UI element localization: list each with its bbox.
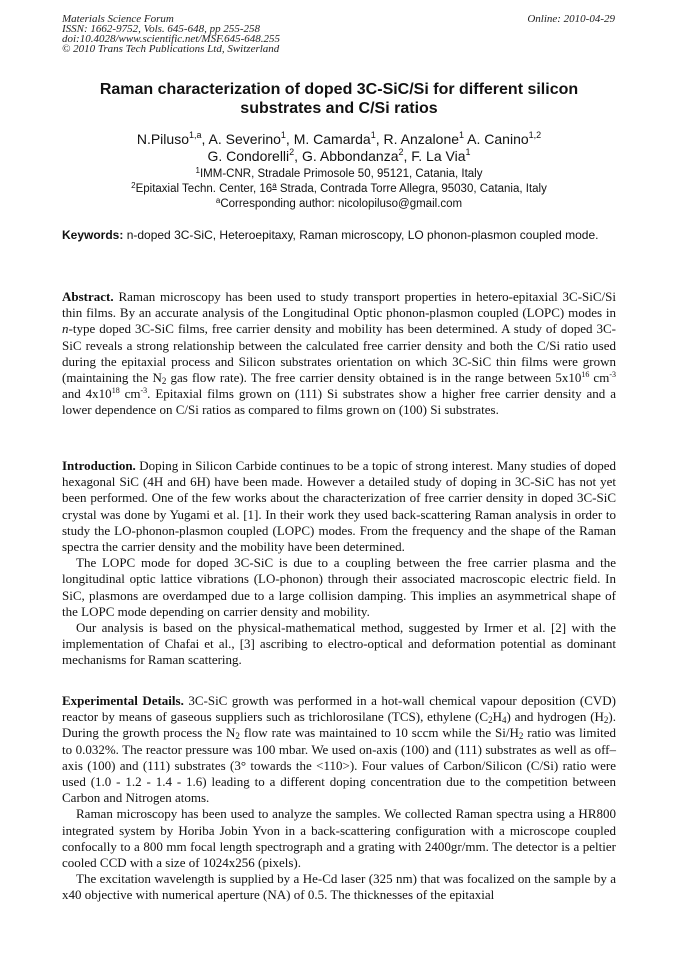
author-separator: , [201, 131, 209, 147]
affiliations [62, 167, 616, 212]
intro-paragraph-3: Our analysis is based on the physical-mathematical method, suggested by Irmer et al. [2] with the implementation of Chafai et al., [3] ascribing to electro-optical and deformation potential as dominant mechanisms for Raman scattering. [62, 620, 616, 668]
journal-issn: ISSN: 1662-9752, Vols. 645-648, pp 255-258 [62, 23, 260, 35]
keywords-text: n-doped 3C-SiC, Heteroepitaxy, Raman microscopy, LO phonon-plasmon coupled mode. [123, 228, 599, 242]
affiliation-text: Strada, Contrada Torre Allegra, 95030, Catania, Italy [276, 183, 547, 195]
exp-text: H [492, 709, 502, 725]
author-name: F. La Via [411, 148, 466, 164]
author-name: G. Abbondanza [301, 148, 399, 164]
author-affil-sup: 1,a [188, 130, 202, 140]
abstract-text: Raman microscopy has been used to study transport properties in hetero-epitaxial 3C-SiC/Si thin films. By an accurate analysis of the Longitudinal Optic phonon-plasmon coupled (LOPC) modes in [62, 289, 616, 321]
author-name: R. Anzalone [383, 131, 460, 147]
exp-text: 3C-SiC growth was performed in a hot-wall chemical vapour deposition (CVD) reactor by means of gaseous suppliers such as trichlorosilane (TCS), ethylene (C [62, 693, 617, 725]
corresponding-author [62, 197, 616, 212]
exp-text: flow rate was maintained to 10 sccm while the Si/H [239, 725, 519, 741]
superscript: 18 [111, 386, 120, 396]
author-line-2 [62, 148, 616, 165]
exp-text: ratio was limited to 0.032%. The reactor pressure was 100 mbar. We used on-axis (100) and (111) substrates as well as off–axis (100) and (111) substrates (3° towards the <110>). Four values of Carbon/Silicon (C/Si) ratio were used (1.0 - 1.2 - 1.4 - 1.6) leading to a different doping concentration due to the competition between Carbon and Nitrogen atoms. [62, 725, 616, 806]
abstract-section [62, 289, 616, 419]
subscript: 4 [501, 715, 507, 726]
subscript: 2 [603, 715, 609, 726]
author-affil-sup: 1 [465, 147, 471, 157]
affiliation-text: Epitaxial Techn. Center, 16 [135, 183, 273, 195]
intro-paragraph-1 [62, 458, 616, 555]
abstract-paragraph [62, 289, 616, 419]
journal-doi: doi:10.4028/www.scientific.net/MSF.645-648.255 [62, 33, 281, 45]
exp-paragraph-2: Raman microscopy has been used to analyze the samples. We collected Raman spectra using a HR800 integrated system by Horiba Jobin Yvon in a back-scattering configuration with a microscope coupled confocally to a 800 mm focal length spectrograph and a grating with 2400gr/mm. The detector is a peltier cooled CCD with a size of 1024x256 (pixels). [62, 806, 616, 871]
experimental-section [62, 693, 616, 904]
keywords [62, 227, 616, 243]
subscript: 2 [235, 731, 240, 742]
abstract-text: gas flow rate). The free carrier density obtained is in the range between 5x10 [166, 370, 582, 386]
exp-paragraph-3: The excitation wavelength is supplied by a He-Cd laser (325 nm) that was focalized on the sample by a x40 objective with numerical aperture (NA) of 0.5. The thicknesses of the epitaxial [62, 871, 616, 903]
author-affil-sup: 1 [280, 130, 286, 140]
author-separator: , [403, 148, 412, 164]
intro-text: Doping in Silicon Carbide continues to be a topic of strong interest. Many studies of doped hexagonal SiC (4H and 6H) have been made. However a detailed study of doping in 3C-SiC has not yet been performed. One of the few works about the characterization of free carrier density in doped 3C-SiC crystal was done by Yugami et al. [1]. In their work they used back-scattering Raman analysis in order to study the LO-phonon-plasmon coupled (LOPC) modes. From the frequency and the shape of the Raman spectra the carrier density and the mobility have been determined. [62, 458, 616, 555]
affiliation-2 [62, 182, 616, 197]
ordinal-sup: a [272, 181, 277, 190]
superscript: 16 [581, 370, 590, 380]
author-name: A. Canino [467, 131, 529, 147]
online-date: Online: 2010-04-29 [527, 13, 615, 25]
abstract-text: cm [119, 386, 141, 402]
experimental-label: Experimental Details. [62, 693, 184, 708]
abstract-text: -type doped 3C-SiC films, free carrier density and mobility has been determined. A study of doped 3C-SiC reveals a strong relationship between the calculated free carrier density and both the C/Si ratio used during the epitaxial process and Silicon substrates orientation on which 3C-SiC thin films were grown (maintaining the N [62, 321, 616, 386]
author-list [62, 131, 616, 165]
journal-copyright: © 2010 Trans Tech Publications Ltd, Switzerland [62, 43, 280, 55]
intro-paragraph-2: The LOPC mode for doped 3C-SiC is due to a coupling between the free carrier plasma and the longitudinal optic lattice vibrations (LO-phonon) through their associated macroscopic electric field. In SiC, plasmons are overdamped due to a large collision damping. This implies an asymmetrical shape of the LOPC mode depending on carrier density and mobility. [62, 555, 616, 619]
author-affil-sup: 1 [459, 130, 465, 140]
author-name: N.Piluso [136, 131, 189, 147]
author-affil-sup: 1 [370, 130, 376, 140]
exp-text: ) and hydrogen (H [506, 709, 604, 725]
abstract-text: cm [589, 370, 610, 386]
author-separator: , [285, 131, 294, 147]
author-affil-sup: 2 [398, 147, 404, 157]
exp-paragraph-1 [62, 693, 616, 806]
author-name: M. Camarda [293, 131, 371, 147]
abstract-text: . Epitaxial films grown on (111) Si substrates show a higher free carrier density and a lower dependence on C/Si ratios as compared to films grown on (100) Si substrates. [62, 386, 616, 418]
author-affil-sup: 1,2 [528, 130, 542, 140]
author-name: G. Condorelli [207, 148, 290, 164]
superscript: -3 [140, 386, 148, 396]
journal-name: Materials Science Forum [62, 13, 174, 25]
subscript: 2 [488, 715, 493, 726]
abstract-text: and 4x10 [62, 386, 112, 402]
author-line-1 [62, 131, 616, 148]
abstract-label: Abstract. [62, 289, 114, 304]
affiliation-1 [62, 167, 616, 182]
superscript: -3 [609, 370, 616, 380]
affiliation-sup: a [215, 196, 221, 205]
author-separator: , [294, 148, 302, 164]
affiliation-sup: 2 [131, 181, 136, 190]
title-line-2: substrates and C/Si ratios [240, 100, 438, 117]
corresponding-email: Corresponding author: nicolopiluso@gmail.com [220, 198, 463, 210]
abstract-italic: n [62, 321, 69, 337]
title-line-1: Raman characterization of doped 3C-SiC/Si for different silicon [99, 81, 579, 98]
journal-header [62, 14, 280, 54]
introduction-label: Introduction. [62, 458, 136, 473]
subscript: 2 [161, 376, 167, 387]
exp-text: ). During the growth process the N [62, 709, 617, 741]
affiliation-sup: 1 [195, 166, 200, 175]
author-affil-sup: 2 [289, 147, 295, 157]
paper-title [62, 80, 616, 118]
introduction-section [62, 458, 616, 669]
keywords-label: Keywords: [62, 228, 124, 242]
author-name: A. Severino [208, 131, 281, 147]
author-separator: , [375, 131, 384, 147]
affiliation-text: IMM-CNR, Stradale Primosole 50, 95121, Catania, Italy [199, 168, 483, 180]
subscript: 2 [518, 731, 524, 742]
